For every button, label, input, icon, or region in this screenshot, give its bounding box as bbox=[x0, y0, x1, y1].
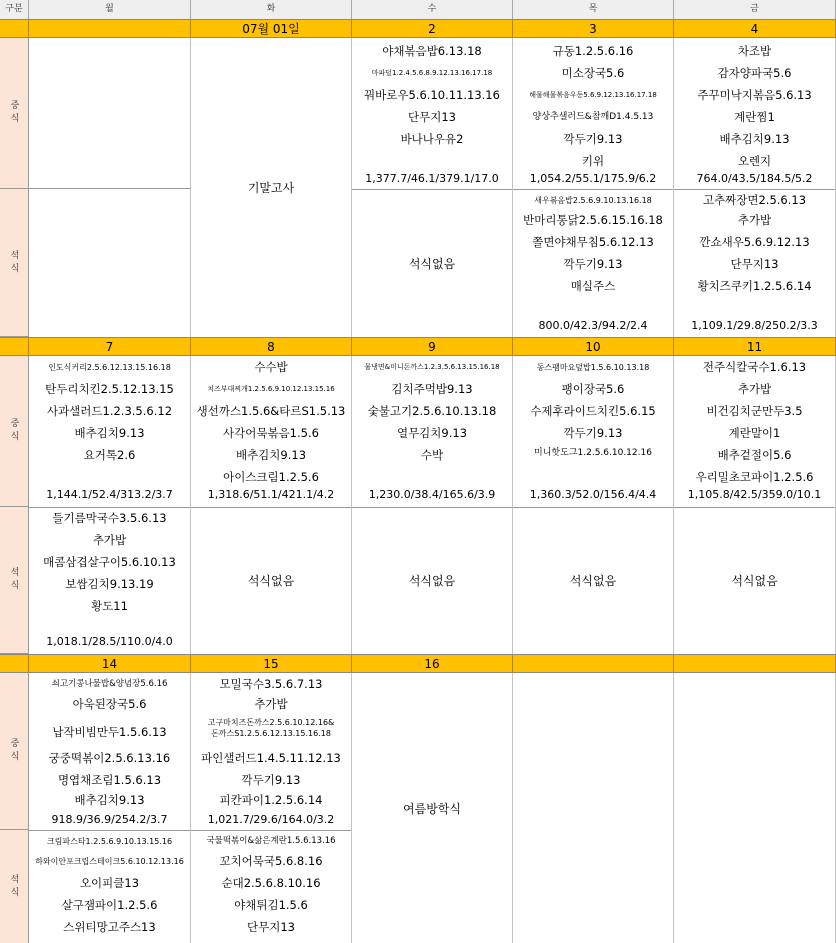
menu-item: 배추김치9.13 bbox=[74, 426, 145, 440]
nutrition-info: 1,018.1/28.5/110.0/4.0 bbox=[46, 635, 173, 648]
mon-dinner-menu bbox=[29, 830, 191, 943]
nutrition-info: 1,360.3/52.0/156.4/4.4 bbox=[529, 488, 657, 501]
menu-item: 깍두기9.13 bbox=[241, 773, 301, 787]
menu-item: 수제후라이드치킨5.6.15 bbox=[530, 404, 656, 418]
dinner-label: 석식 bbox=[0, 189, 29, 337]
fri-lunch-menu bbox=[674, 356, 836, 507]
menu-item: 매콤삼겹살구이5.6.10.13 bbox=[43, 555, 176, 569]
menu-item: 단무지13 bbox=[730, 257, 779, 271]
menu-item: 동스팸마요덮밥1.5.6.10.13.18 bbox=[536, 363, 650, 372]
header-tue: 화 bbox=[191, 0, 352, 19]
dinner-label: 석식 bbox=[0, 830, 29, 943]
menu-item: 깍두기9.13 bbox=[563, 257, 623, 271]
menu-item: 보쌈김치9.13.19 bbox=[65, 577, 154, 591]
menu-item: 반마리통닭2.5.6.15.16.18 bbox=[523, 213, 663, 227]
menu-item: 수박 bbox=[420, 448, 444, 462]
menu-item: 살구잼파이1.2.5.6 bbox=[61, 898, 158, 912]
menu-item: 돈까스S1.2.5.6.12.13.15.16.18 bbox=[211, 729, 331, 738]
menu-item: 인도식커리2.5.6.12.13.15.16.18 bbox=[48, 363, 171, 372]
fri-empty-cell bbox=[674, 673, 836, 943]
tue-no-dinner: 석식없음 bbox=[191, 507, 352, 654]
wed-lunch-menu bbox=[352, 38, 513, 189]
fri-no-dinner: 석식없음 bbox=[674, 507, 836, 654]
date-cell: 07월 01일 bbox=[191, 20, 352, 38]
date-cell: 10 bbox=[513, 338, 674, 356]
fri-lunch-menu bbox=[674, 38, 836, 189]
menu-item: 전주식칼국수1.6.13 bbox=[702, 360, 807, 374]
menu-item: 아이스크림1.2.5.6 bbox=[223, 470, 319, 484]
date-cell: 9 bbox=[352, 338, 513, 356]
dinner-label: 석식 bbox=[0, 507, 29, 654]
menu-item: 바나나우유2 bbox=[400, 132, 464, 146]
nutrition-info: 1,021.7/29.6/164.0/3.2 bbox=[207, 813, 335, 826]
nutrition-info: 1,318.6/51.1/421.1/4.2 bbox=[207, 488, 335, 501]
menu-item: 단무지13 bbox=[247, 920, 295, 934]
menu-item: 숯불고기2.5.6.10.13.18 bbox=[367, 404, 497, 418]
menu-item: 크림파스타1.2.5.6.9.10.13.15.16 bbox=[46, 837, 173, 846]
menu-item: 배추김치9.13 bbox=[74, 793, 145, 807]
menu-item: 해물해물볶음우동5.6.9.12.13.16.17.18 bbox=[529, 91, 657, 99]
thu-no-dinner: 석식없음 bbox=[513, 507, 674, 654]
nutrition-info: 764.0/43.5/184.5/5.2 bbox=[696, 172, 813, 185]
menu-item: 물냉면&미니돈까스1.2.3.5.6.13.15.16.18 bbox=[364, 363, 500, 371]
header-mon: 월 bbox=[29, 0, 191, 19]
menu-item: 모밀국수3.5.6.7.13 bbox=[219, 677, 323, 691]
wed-no-dinner: 석식없음 bbox=[352, 189, 513, 337]
menu-item: 깍두기9.13 bbox=[563, 132, 623, 146]
menu-item: 스위티망고주스13 bbox=[63, 920, 156, 934]
menu-item: 추가밥 bbox=[737, 382, 772, 396]
thu-lunch-menu bbox=[513, 356, 674, 507]
nutrition-info: 1,105.8/42.5/359.0/10.1 bbox=[687, 488, 822, 501]
header-fri: 금 bbox=[674, 0, 836, 19]
date-cell: 3 bbox=[513, 20, 674, 38]
date-row-week1 bbox=[0, 19, 836, 38]
menu-item: 깐쇼새우5.6.9.12.13 bbox=[699, 235, 810, 249]
menu-item: 매실주스 bbox=[570, 279, 616, 293]
date-cell: 4 bbox=[674, 20, 836, 38]
menu-item: 새우볶음밥2.5.6.9.10.13.16.18 bbox=[534, 196, 652, 205]
date-cell: 15 bbox=[191, 655, 352, 673]
header-thu: 목 bbox=[513, 0, 674, 19]
fri-dinner-menu bbox=[674, 189, 836, 337]
date-row-week2 bbox=[0, 337, 836, 356]
wed-vacation-note: 여름방학식 bbox=[352, 673, 513, 943]
menu-item: 차조밥 bbox=[737, 44, 772, 58]
nutrition-info: 800.0/42.3/94.2/2.4 bbox=[538, 319, 648, 332]
menu-item: 황도11 bbox=[91, 599, 128, 613]
lunch-label: 중식 bbox=[0, 356, 29, 507]
menu-item: 규동1.2.5.6.16 bbox=[552, 44, 634, 58]
date-cell bbox=[29, 20, 191, 38]
nutrition-info: 918.9/36.9/254.2/3.7 bbox=[51, 813, 168, 826]
date-cell bbox=[513, 655, 674, 673]
menu-item: 추가밥 bbox=[737, 213, 772, 227]
menu-item: 치즈부대찌개1.2.5.6.9.10.12.13.15.16 bbox=[207, 385, 335, 393]
menu-item: 배추김치9.13 bbox=[719, 132, 790, 146]
menu-item: 피칸파이1.2.5.6.14 bbox=[219, 793, 323, 807]
thu-lunch-menu bbox=[513, 38, 674, 189]
menu-item: 사과샐러드1.2.3.5.6.12 bbox=[46, 404, 173, 418]
menu-item: 오이피클13 bbox=[79, 876, 140, 890]
menu-item: 쇠고기콩나물밥&양념장5.6.16 bbox=[51, 679, 168, 689]
date-row-week3 bbox=[0, 654, 836, 673]
menu-item: 추가밥 bbox=[92, 533, 127, 547]
lunch-label: 중식 bbox=[0, 38, 29, 189]
menu-item: 들기름막국수3.5.6.13 bbox=[52, 511, 167, 525]
menu-item: 단무지13 bbox=[408, 110, 456, 124]
menu-item: 꼬치어묵국5.6.8.16 bbox=[219, 854, 323, 868]
menu-item: 양상추샐러드&참깨D1.4.5.13 bbox=[532, 112, 654, 122]
menu-item: 미소장국5.6 bbox=[561, 66, 625, 80]
menu-item: 요거톡2.6 bbox=[83, 448, 136, 462]
menu-item: 아욱된장국5.6 bbox=[72, 697, 147, 711]
thu-dinner-menu bbox=[513, 189, 674, 337]
tue-lunch-menu bbox=[191, 356, 352, 507]
date-cell: 8 bbox=[191, 338, 352, 356]
menu-item: 오렌지 bbox=[737, 154, 772, 168]
wed-lunch-menu bbox=[352, 356, 513, 507]
menu-item: 궁중떡볶이2.5.6.13.16 bbox=[48, 751, 171, 765]
menu-item: 깍두기9.13 bbox=[563, 426, 623, 440]
lunch-label: 중식 bbox=[0, 673, 29, 830]
menu-item: 파인샐러드1.4.5.11.12.13 bbox=[201, 751, 341, 765]
menu-item: 우리밀초코파이1.2.5.6 bbox=[695, 470, 814, 484]
menu-item: 추가밥 bbox=[254, 697, 288, 711]
menu-item: 명엽채조림1.5.6.13 bbox=[57, 773, 162, 787]
menu-item: 마파덮1.2.4.5.6.8.9.12.13.16.17.18 bbox=[371, 69, 493, 77]
menu-item: 고구마치즈돈까스2.5.6.10.12.16& bbox=[207, 718, 335, 727]
menu-item: 김치주먹밥9.13 bbox=[391, 382, 473, 396]
menu-item: 미니핫도그1.2.5.6.10.12.16 bbox=[534, 448, 652, 458]
header-wed: 수 bbox=[352, 0, 513, 19]
tue-exam-note: 기말고사 bbox=[191, 38, 352, 337]
menu-item: 야채튀김1.5.6 bbox=[234, 898, 308, 912]
menu-item: 팽이장국5.6 bbox=[561, 382, 625, 396]
menu-item: 배추김치9.13 bbox=[235, 448, 307, 462]
date-cell: 7 bbox=[29, 338, 191, 356]
date-cell: 11 bbox=[674, 338, 836, 356]
menu-item: 황치즈쿠키1.2.5.6.14 bbox=[697, 279, 812, 293]
thu-empty-cell bbox=[513, 673, 674, 943]
date-cell: 16 bbox=[352, 655, 513, 673]
menu-item: 탄두리치킨2.5.12.13.15 bbox=[45, 382, 174, 396]
menu-item: 쫄면야채무침5.6.12.13 bbox=[532, 235, 654, 249]
nutrition-info: 1,377.7/46.1/379.1/17.0 bbox=[365, 172, 499, 185]
menu-item: 감자양파국5.6 bbox=[717, 66, 792, 80]
menu-item: 납작비빔만두1.5.6.13 bbox=[52, 725, 167, 739]
menu-item: 순대2.5.6.8.10.16 bbox=[221, 876, 321, 890]
mon-dinner-menu bbox=[29, 507, 191, 654]
menu-item: 생선까스1.5.6&타르S1.5.13 bbox=[196, 404, 346, 418]
nutrition-info: 1,054.2/55.1/175.9/6.2 bbox=[529, 172, 657, 185]
menu-item: 하와이안포크립스테이크5.6.10.12.13.16 bbox=[35, 857, 184, 866]
header-gubun: 구분 bbox=[0, 0, 29, 19]
menu-item: 국물떡볶이&삶은계란1.5.6.13.16 bbox=[206, 836, 336, 846]
menu-item: 키위 bbox=[581, 154, 605, 168]
menu-item: 계란찜1 bbox=[734, 110, 775, 124]
menu-item: 사각어묵볶음1.5.6 bbox=[223, 426, 319, 440]
menu-item: 비건김치군만두3.5 bbox=[706, 404, 803, 418]
column-header-row bbox=[0, 0, 836, 20]
tue-dinner-menu bbox=[191, 830, 352, 943]
mon-lunch-menu bbox=[29, 356, 191, 507]
menu-item: 꿔바로우5.6.10.11.13.16 bbox=[364, 88, 500, 102]
menu-item: 계란말이1 bbox=[728, 426, 781, 440]
date-cell: 2 bbox=[352, 20, 513, 38]
mon-lunch-menu bbox=[29, 673, 191, 830]
menu-item: 야채볶음밥6.13.18 bbox=[382, 44, 482, 58]
menu-item: 열무김치9.13 bbox=[396, 426, 468, 440]
menu-item: 고추짜장면2.5.6.13 bbox=[702, 193, 807, 207]
date-cell bbox=[674, 655, 836, 673]
nutrition-info: 1,230.0/38.4/165.6/3.9 bbox=[368, 488, 496, 501]
wed-no-dinner: 석식없음 bbox=[352, 507, 513, 654]
menu-item: 수수밥 bbox=[254, 360, 288, 374]
menu-item: 주꾸미낙지볶음5.6.13 bbox=[697, 88, 812, 102]
menu-item: 배추겉절이5.6 bbox=[717, 448, 792, 462]
date-cell: 14 bbox=[29, 655, 191, 673]
nutrition-info: 1,109.1/29.8/250.2/3.3 bbox=[691, 319, 818, 332]
tue-lunch-menu bbox=[191, 673, 352, 830]
nutrition-info: 1,144.1/52.4/313.2/3.7 bbox=[46, 488, 173, 501]
